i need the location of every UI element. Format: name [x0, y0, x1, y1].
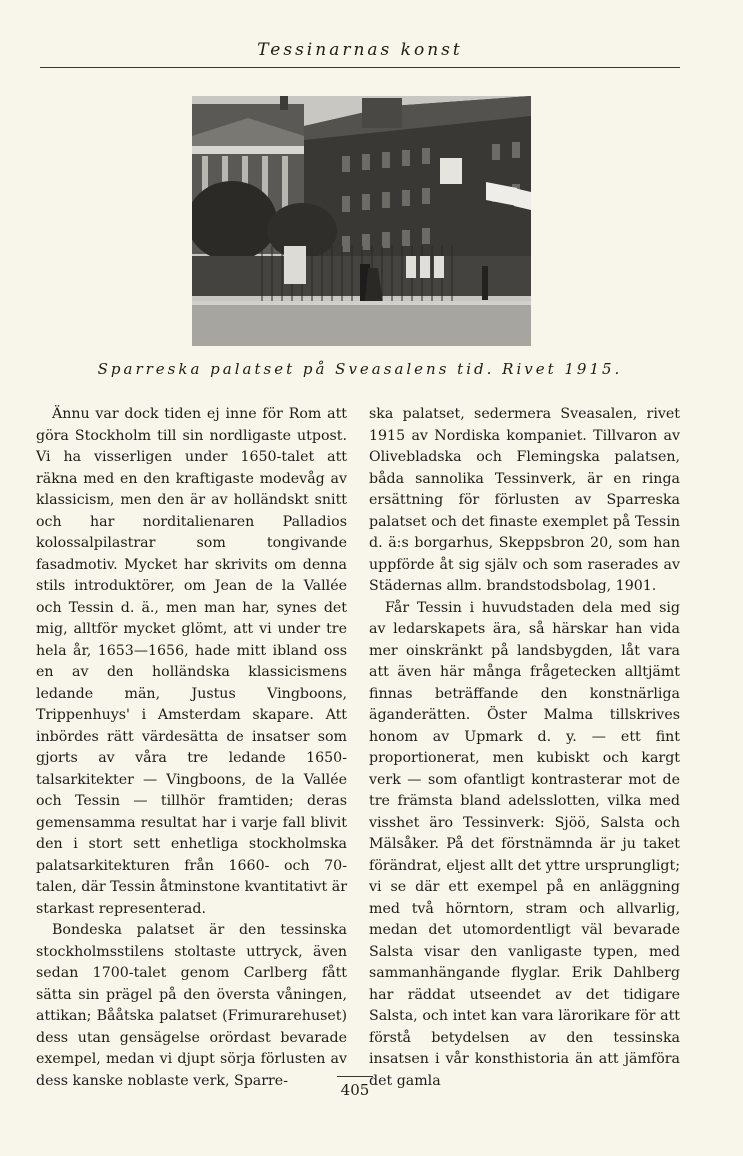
- page-number: 405: [340, 1081, 370, 1099]
- photo-sparreska-palace: [192, 96, 531, 346]
- text-column-left: [36, 404, 347, 1092]
- running-title: Tessinarnas konst: [257, 40, 463, 60]
- footer-rule: [337, 1076, 373, 1077]
- paragraph: ska palatset, sedermera Sveasalen, rivet 1915 av Nordiska kompaniet. Tillvaron av Olivebladska och Flemingska palatsen, båda sannolika Tessinverk, är en ringa ersättning för förlusten av Sparreska palatset och det finaste exemplet på Tessin d. ä:s borgarhus, Skeppsbron 20, som han uppförde åt sig själv och som raserades av Städernas allm. brandstodsbolag, 1901.: [369, 406, 680, 594]
- paragraph: Bondeska palatset är den tessinska stockholmsstilens stoltaste uttryck, även sedan 1700-talet genom Carlberg fått sätta sin prägel på den översta våningen, attikan; Bååtska palatset (Frimurarehuset) dess utan gensägelse orördast bevarade exempel, medan vi djupt sörja förlusten av dess kanske noblaste verk, Sparre-: [36, 922, 347, 1089]
- paragraph: Ännu var dock tiden ej inne för Rom att göra Stockholm till sin nordligaste utpost. Vi ha visserligen under 1650-talet att räkna med en den kraftigaste modevåg av klassicism, men den är av holländskt snitt och har norditalienaren Palladios kolossalpilastrar som tongivande fasadmotiv. Mycket har skrivits om denna stils introduktörer, om Jean de la Vallée och Tessin d. ä., men man har, synes det mig, alltför mycket glömt, att vi under tre hela år, 1653—1656, hade mitt ibland oss en av den holländska klassicismens ledande män, Justus Vingboons, Trippenhuys' i Amsterdam skapare. Att inbördes rätt värdesätta de insatser som gjorts av våra tre ledande 1650-talsarkitekter — Vingboons, de la Vallée och Tessin — tillhör framtiden; deras gemensamma resultat har i varje fall blivit den i stort sett enhetliga stockholmska palatsarkitekturen från 1660- och 70-talen, där Tessin åtminstone kvantitativt är starkast representerad.: [36, 406, 347, 917]
- paragraph: Får Tessin i huvudstaden dela med sig av ledarskapets ära, så härskar han vida mer oinskränkt på landsbygden, låt vara att även här många frågetecken alltjämt finnas beträffande den konstnärliga äganderätten. Öster Malma tillskrives honom av Upmark d. y. — ett fint proportionerat, men kubiskt och kargt verk — som ofantligt kontrasterar mot de tre främsta bland adelsslotten, vilka med visshet äro Tessinverk: Sjöö, Salsta och Mälsåker. På det förstnämnda är ju taket förändrat, eljest allt det yttre ursprungligt; vi se där ett exempel på en anläggning med två hörntorn, stram och allvarlig, medan det utomordentligt väl bevarade Salsta visar den vanligaste typen, med sammanhängande flyglar. Erik Dahlberg har räddat utseendet av det tidigare Salsta, och intet kan vara lärorikare för att förstå betydelsen av den tessinska insatsen i vår konsthistoria än att jämföra det gamla: [369, 599, 680, 1089]
- figure-caption: Sparreska palatset på Sveasalens tid. Rivet 1915.: [97, 360, 623, 378]
- text-column-right: [369, 404, 680, 1092]
- header-rule: [40, 67, 680, 68]
